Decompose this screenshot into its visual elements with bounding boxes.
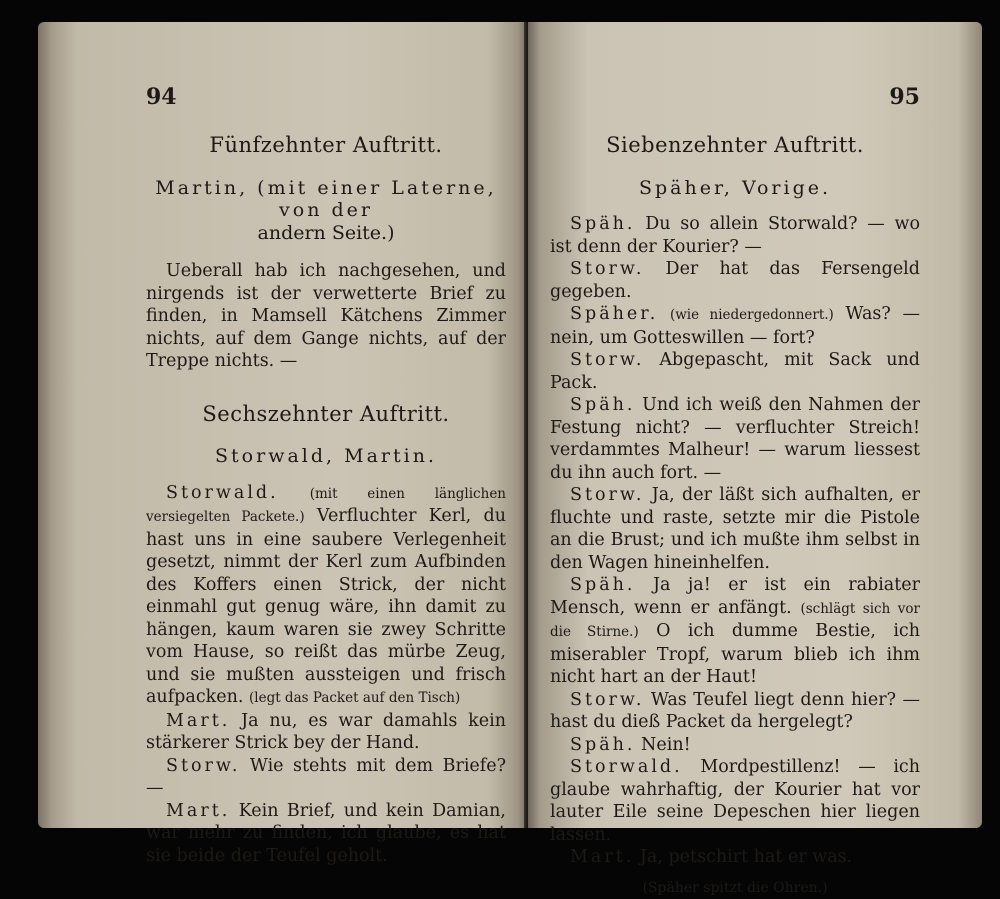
speaker-name: Storw. — [166, 756, 240, 776]
page-number: 95 — [550, 86, 920, 116]
cast-line: andern Seite.) — [146, 222, 506, 245]
dialogue-paragraph — [146, 800, 506, 868]
speaker-name: Späher. — [570, 304, 658, 324]
right-page-text — [550, 86, 920, 899]
page-number: 94 — [146, 86, 506, 116]
dialogue-text: Der hat das Fersengeld gegeben. — [550, 259, 920, 302]
dialogue-text: Abgepascht, mit Sack und Pack. — [550, 350, 920, 393]
dialogue-text: Verfluchter Kerl, du hast uns in eine saubere Verlegenheit gesetzt, nimmt der Kerl zum Aufbinden des Koffers einen Strick, der nicht einmahl gut genug wäre, ihn damit zu hängen, kaum waren sie zwey Schritte vom Hause, so reißt das mürbe Zeug, und sie mußten aussteigen und frisch aufpacken. — [146, 506, 506, 707]
dialogue-paragraph — [550, 689, 920, 734]
dialogue-text: Ja, der läßt sich aufhalten, er fluchte und raste, setzte mir die Pistole an die Brust; und ich mußte ihm selbst in den Wagen hineinhelfen. — [550, 485, 920, 573]
cast-line: Martin, (mit einer Laterne, von der — [146, 177, 506, 222]
dialogue-text: Ja, petschirt hat er was. — [640, 847, 852, 867]
dialogue-paragraph — [550, 756, 920, 846]
speaker-name: Mart. — [166, 711, 230, 731]
dialogue-text: Wie stehts mit dem Briefe? — — [146, 756, 506, 799]
dialogue-text: Nein! — [641, 735, 691, 755]
dialogue-paragraph — [550, 484, 920, 574]
dialogue-paragraph — [550, 846, 920, 869]
stage-direction: (wie niedergedonnert.) — [670, 307, 834, 323]
dialogue-paragraph: Ueberall hab ich nachgesehen, und nirgends ist der verwetterte Brief zu finden, in Mamsell Kätchens Zimmer nichts, auf dem Gange nichts, auf der Treppe nichts. — — [146, 260, 506, 373]
speaker-name: Mart. — [166, 801, 230, 821]
stage-direction: (mit einen länglichen versiegelten Packete.) — [146, 486, 506, 526]
dialogue-text: Was Teufel liegt denn hier? — hast du dieß Packet da hergelegt? — [550, 690, 920, 733]
dialogue-paragraph — [146, 482, 506, 710]
speaker-name: Storw. — [570, 350, 644, 370]
dialogue-text: Du so allein Storwald? — wo ist denn der Kourier? — — [550, 214, 920, 257]
speaker-name: Storw. — [570, 259, 644, 279]
speaker-name: Storw. — [570, 485, 644, 505]
speaker-name: Späh. — [570, 214, 635, 234]
dialogue-paragraph — [550, 349, 920, 394]
dialogue-text: Und ich weiß den Nahmen der Festung nicht? — verfluchter Streich! verdammtes Malheur! — warum liessest du ihn auch fort. — — [550, 395, 920, 483]
speaker-name: Storw. — [570, 690, 644, 710]
speaker-name: Späh. — [570, 395, 635, 415]
speaker-name: Storwald. — [166, 483, 279, 503]
stage-direction: (schlägt sich vor die Stirne.) — [550, 601, 920, 641]
right-page — [528, 22, 982, 828]
left-page — [38, 22, 528, 828]
scene-heading: Sechszehnter Auftritt. — [146, 403, 506, 426]
scene-heading: Fünfzehnter Auftritt. — [146, 134, 506, 157]
dialogue-text: Ja nu, es war damahls kein stärkerer Strick bey der Hand. — [146, 711, 506, 754]
speaker-name: Mart. — [570, 847, 634, 867]
dialogue-paragraph — [146, 710, 506, 755]
dialogue-paragraph — [550, 394, 920, 484]
stage-direction: (legt das Packet auf den Tisch) — [249, 690, 460, 706]
dialogue-text: Ja ja! er ist ein rabiater Mensch, wenn er anfängt. — [550, 575, 920, 618]
left-page-text — [146, 86, 506, 867]
cast-line: Späher, Vorige. — [550, 177, 920, 200]
dialogue-text: O ich dumme Bestie, ich miserabler Tropf, warum blieb ich ihm nicht hart an der Haut! — [550, 621, 920, 687]
speaker-name: Storwald. — [570, 757, 683, 777]
open-book — [38, 22, 982, 828]
cast-line: Storwald, Martin. — [146, 445, 506, 468]
dialogue-paragraph — [550, 303, 920, 349]
dialogue-text: Mordpestillenz! — ich glaube wahrhaftig, der Kourier hat vor lauter Eile seine Depeschen hier liegen lassen. — [550, 757, 920, 845]
speaker-name: Späh. — [570, 735, 635, 755]
dialogue-paragraph — [550, 213, 920, 258]
stage-direction: (Späher spitzt die Ohren.) — [550, 877, 920, 899]
dialogue-paragraph — [550, 574, 920, 689]
speaker-name: Späh. — [570, 575, 635, 595]
dialogue-paragraph — [146, 755, 506, 800]
dialogue-text: Was? — nein, um Gotteswillen — fort? — [550, 304, 920, 348]
scene-heading: Siebenzehnter Auftritt. — [550, 134, 920, 157]
dialogue-paragraph — [550, 258, 920, 303]
dialogue-paragraph — [550, 734, 920, 757]
dialogue-text: Kein Brief, und kein Damian, war mehr zu finden, ich glaube, es hat sie beide der Teufel geholt. — [146, 801, 506, 866]
